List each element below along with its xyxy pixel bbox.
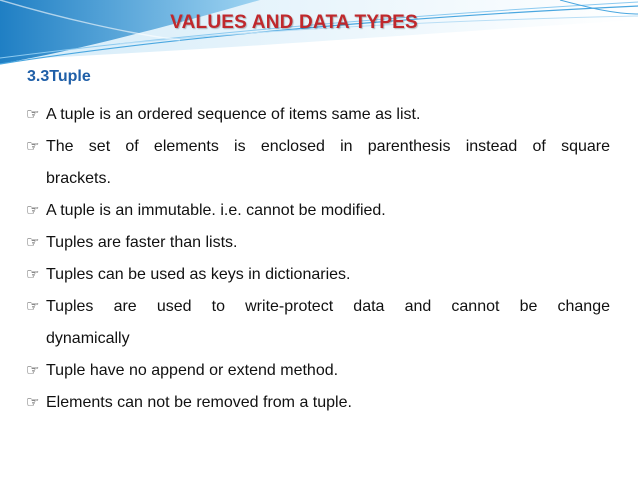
list-item [26, 259, 610, 291]
pointing-hand-icon: ☞ [26, 362, 40, 379]
list-item [26, 355, 610, 387]
bullet-text: Tuples are used to write-protect data and cannot be change [46, 298, 610, 315]
bullet-text: Tuple have no append or extend method. [46, 362, 339, 379]
list-item [26, 387, 610, 419]
list-item [26, 131, 610, 195]
pointing-hand-icon: ☞ [26, 138, 40, 155]
bullet-text: Tuples are faster than lists. [46, 234, 238, 251]
pointing-hand-icon: ☞ [26, 202, 40, 219]
bullet-text: The set of elements is enclosed in parenthesis instead of square [46, 138, 610, 155]
bullet-text: A tuple is an ordered sequence of items same as list. [46, 106, 421, 123]
bullet-text: Elements can not be removed from a tuple. [46, 394, 352, 411]
list-item [26, 99, 610, 131]
slide-title: VALUES AND DATA TYPES [170, 12, 418, 33]
list-item [26, 227, 610, 259]
bullet-text-continued: brackets. [46, 170, 111, 187]
pointing-hand-icon: ☞ [26, 298, 40, 315]
bullet-list [26, 99, 610, 419]
list-item [26, 195, 610, 227]
bullet-text: Tuples can be used as keys in dictionaries. [46, 266, 351, 283]
bullet-text: A tuple is an immutable. i.e. cannot be modified. [46, 202, 386, 219]
pointing-hand-icon: ☞ [26, 266, 40, 283]
section-heading: 3.3Tuple [27, 68, 91, 85]
pointing-hand-icon: ☞ [26, 234, 40, 251]
bullet-text-continued: dynamically [46, 330, 130, 347]
pointing-hand-icon: ☞ [26, 394, 40, 411]
list-item [26, 291, 610, 355]
pointing-hand-icon: ☞ [26, 106, 40, 123]
